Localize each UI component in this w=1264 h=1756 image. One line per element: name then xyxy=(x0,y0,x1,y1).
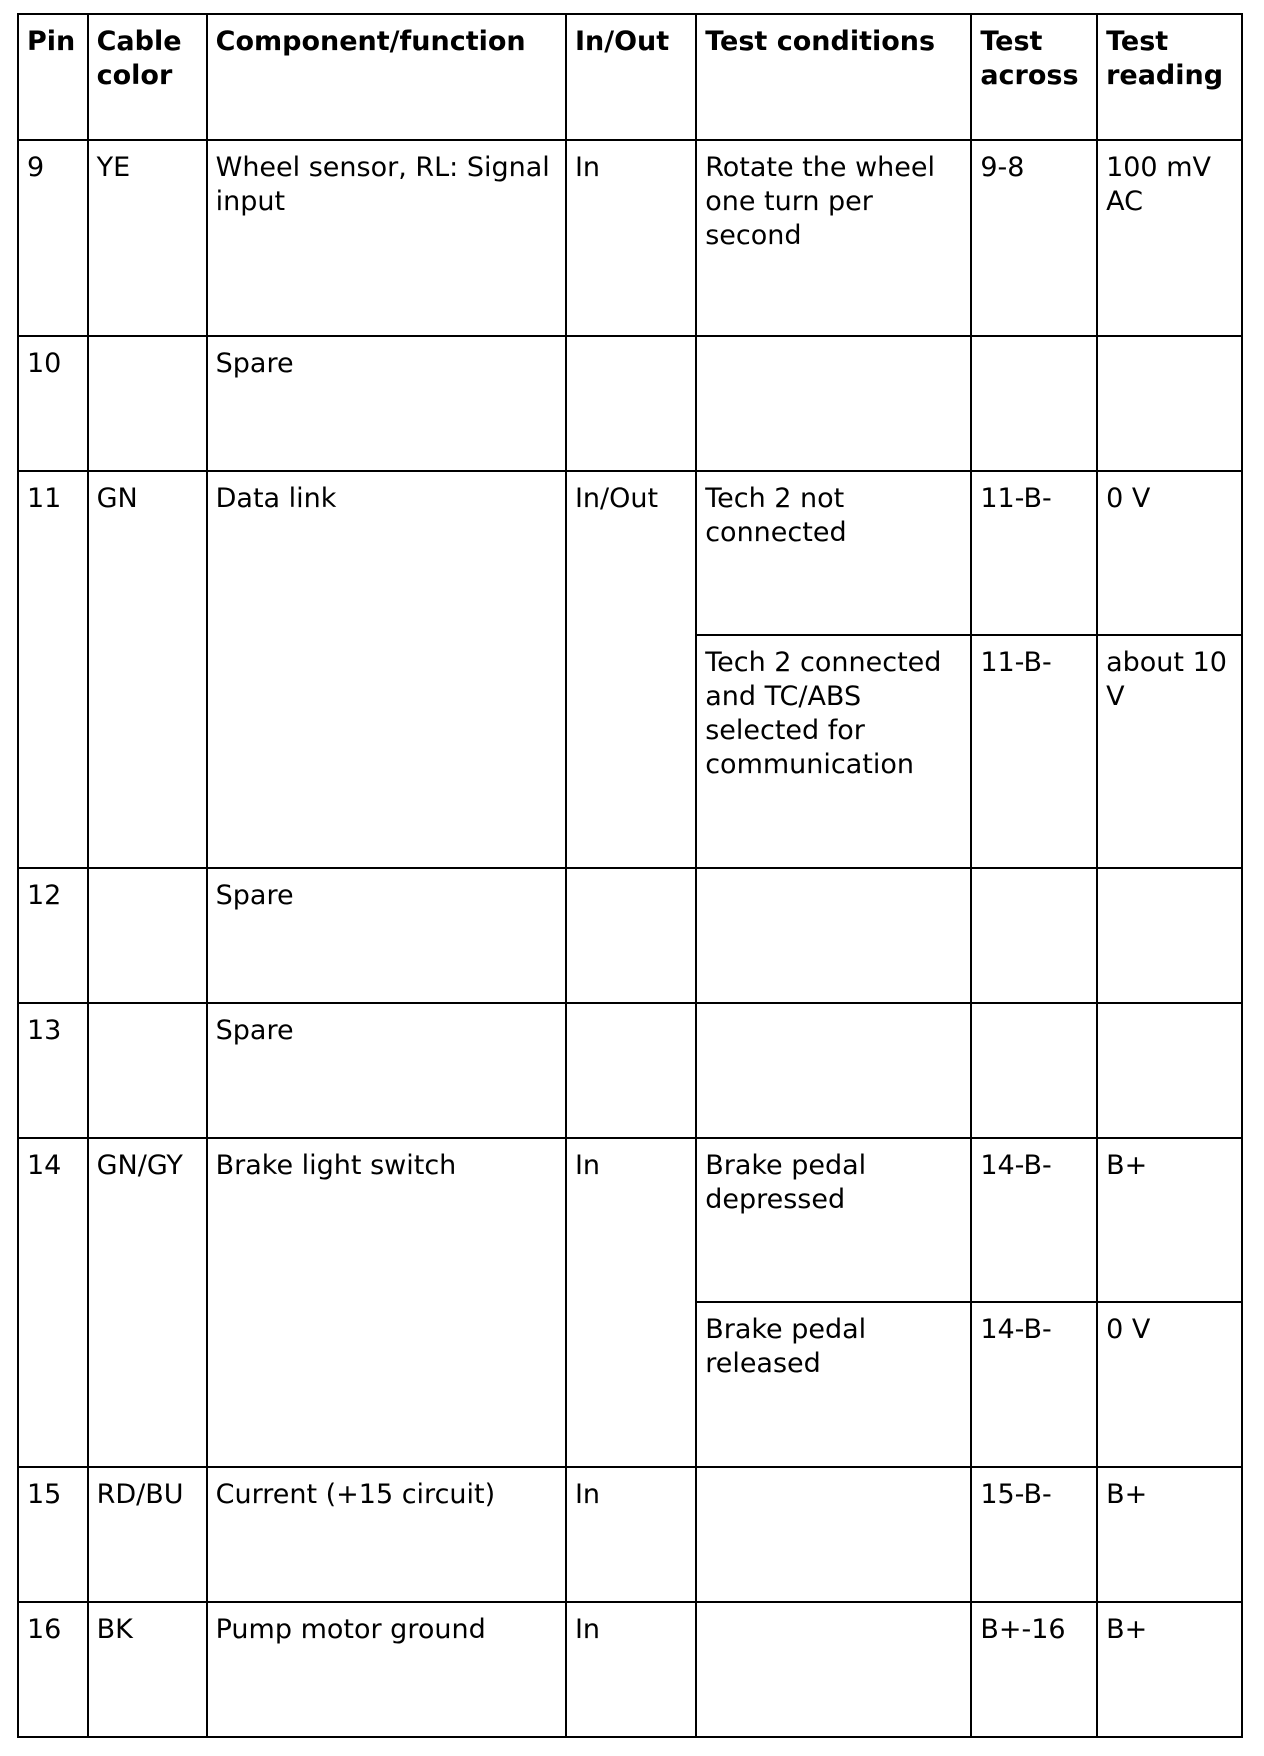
test-reading-cell: B+ xyxy=(1097,1138,1242,1302)
table-row xyxy=(18,471,1242,635)
in-out-cell: In xyxy=(566,140,696,336)
component-cell: Brake light switch xyxy=(207,1138,566,1467)
test-conditions-cell xyxy=(696,868,971,1003)
test-across-cell xyxy=(971,868,1097,1003)
pin-cell: 13 xyxy=(18,1003,88,1138)
in-out-cell xyxy=(566,1003,696,1138)
table-row xyxy=(18,1138,1242,1302)
table-row xyxy=(18,140,1242,336)
in-out-cell: In/Out xyxy=(566,471,696,868)
test-reading-cell: 100 mV AC xyxy=(1097,140,1242,336)
cable-color-cell xyxy=(88,336,207,471)
cable-color-cell: YE xyxy=(88,140,207,336)
table-header-row xyxy=(18,14,1242,140)
component-cell: Spare xyxy=(207,868,566,1003)
test-across-cell: 11-B- xyxy=(971,635,1097,868)
test-across-cell: 11-B- xyxy=(971,471,1097,635)
test-across-cell: B+-16 xyxy=(971,1602,1097,1737)
pin-assignment-table xyxy=(17,13,1243,1738)
header-test-reading: Test reading xyxy=(1097,14,1242,140)
component-cell: Spare xyxy=(207,336,566,471)
in-out-cell: In xyxy=(566,1467,696,1602)
test-conditions-cell: Brake pedal released xyxy=(696,1302,971,1467)
in-out-cell: In xyxy=(566,1138,696,1467)
component-cell: Spare xyxy=(207,1003,566,1138)
table-row xyxy=(18,868,1242,1003)
test-across-cell: 15-B- xyxy=(971,1467,1097,1602)
cable-color-cell xyxy=(88,1003,207,1138)
component-cell: Pump motor ground xyxy=(207,1602,566,1737)
header-in-out: In/Out xyxy=(566,14,696,140)
pin-cell: 10 xyxy=(18,336,88,471)
test-reading-cell: 0 V xyxy=(1097,1302,1242,1467)
test-reading-cell: 0 V xyxy=(1097,471,1242,635)
pin-cell: 15 xyxy=(18,1467,88,1602)
table-row xyxy=(18,1467,1242,1602)
header-cable-color: Cable color xyxy=(88,14,207,140)
test-conditions-cell xyxy=(696,1467,971,1602)
component-cell: Current (+15 circuit) xyxy=(207,1467,566,1602)
pin-cell: 11 xyxy=(18,471,88,868)
pin-cell: 14 xyxy=(18,1138,88,1467)
test-conditions-cell xyxy=(696,1602,971,1737)
header-pin: Pin xyxy=(18,14,88,140)
pin-cell: 9 xyxy=(18,140,88,336)
in-out-cell xyxy=(566,336,696,471)
cable-color-cell xyxy=(88,868,207,1003)
header-test-across: Test across xyxy=(971,14,1097,140)
test-reading-cell xyxy=(1097,1003,1242,1138)
test-conditions-cell xyxy=(696,336,971,471)
test-across-cell: 9-8 xyxy=(971,140,1097,336)
table-row xyxy=(18,1003,1242,1138)
cable-color-cell: BK xyxy=(88,1602,207,1737)
test-across-cell: 14-B- xyxy=(971,1302,1097,1467)
component-cell: Wheel sensor, RL: Signal input xyxy=(207,140,566,336)
cable-color-cell: RD/BU xyxy=(88,1467,207,1602)
cable-color-cell: GN/GY xyxy=(88,1138,207,1467)
header-test-conditions: Test conditions xyxy=(696,14,971,140)
test-reading-cell xyxy=(1097,868,1242,1003)
component-cell: Data link xyxy=(207,471,566,868)
header-component-function: Component/function xyxy=(207,14,566,140)
test-conditions-cell: Tech 2 not connected xyxy=(696,471,971,635)
test-across-cell xyxy=(971,1003,1097,1138)
test-conditions-cell: Rotate the wheel one turn per second xyxy=(696,140,971,336)
test-conditions-cell: Brake pedal depressed xyxy=(696,1138,971,1302)
table-row xyxy=(18,1602,1242,1737)
pin-cell: 16 xyxy=(18,1602,88,1737)
in-out-cell: In xyxy=(566,1602,696,1737)
test-reading-cell: B+ xyxy=(1097,1467,1242,1602)
cable-color-cell: GN xyxy=(88,471,207,868)
test-reading-cell xyxy=(1097,336,1242,471)
table-row xyxy=(18,336,1242,471)
test-across-cell: 14-B- xyxy=(971,1138,1097,1302)
test-conditions-cell xyxy=(696,1003,971,1138)
test-across-cell xyxy=(971,336,1097,471)
test-reading-cell: B+ xyxy=(1097,1602,1242,1737)
test-reading-cell: about 10 V xyxy=(1097,635,1242,868)
test-conditions-cell: Tech 2 connected and TC/ABS selected for communication xyxy=(696,635,971,868)
in-out-cell xyxy=(566,868,696,1003)
pin-cell: 12 xyxy=(18,868,88,1003)
